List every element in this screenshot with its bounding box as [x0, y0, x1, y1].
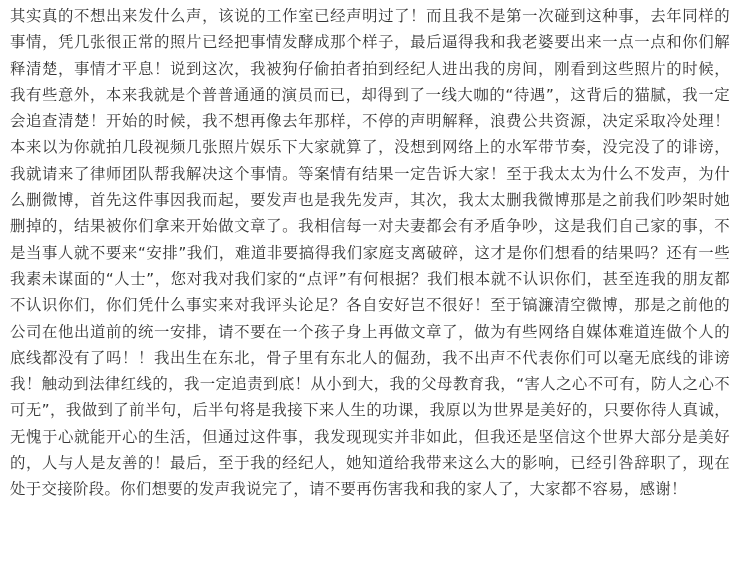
- statement-paragraph: 其实真的不想出来发什么声，该说的工作室已经声明过了！而且我不是第一次碰到这种事，去年同样的事情，凭几张很正常的照片已经把事情发酵成那个样子，最后逼得我和我老婆要出来一点一点和你们解释清楚，事情才平息！说到这次，我被狗仔偷拍者拍到经纪人进出我的房间，刚看到这些照片的时候，我有些意外，本来我就是个普普通通的演员而已，却得到了一线大咖的“待遇”，这背后的猫腻，我一定会追查清楚！开始的时候，我不想再像去年那样，不停的声明解释，浪费公共资源，决定采取冷处理！本来以为你就拍几段视频几张照片娱乐下大家就算了，没想到网络上的水军带节奏，没完没了的诽谤，我就请来了律师团队帮我解决这个事情。等案情有结果一定告诉大家！至于我太太为什么不发声，为什么删微博，首先这件事因我而起，要发声也是我先发声，其次，我太太删我微博那是之前我们吵架时她删掉的，结果被你们拿来开始做文章了。我相信每一对夫妻都会有矛盾争吵，这是我们自己家的事，不是当事人就不要来“安排”我们，难道非要搞得我们家庭支离破碎，这才是你们想看的结果吗？还有一些我素未谋面的“人士”，您对我对我们家的“点评”有何根据？我们根本就不认识你们，甚至连我的朋友都不认识你们，你们凭什么事实来对我评头论足？各自安好岂不很好！至于镐濂清空微博，那是之前他的公司在他出道前的统一安排，请不要在一个孩子身上再做文章了，做为有些网络自媒体难道连做个人的底线都没有了吗！！我出生在东北，骨子里有东北人的倔劲，我不出声不代表你们可以毫无底线的诽谤我！触动到法律红线的，我一定追责到底！从小到大，我的父母教育我，“害人之心不可有，防人之心不可无”，我做到了前半句，后半句将是我接下来人生的功课，我原以为世界是美好的，只要你待人真诚，无愧于心就能开心的生活，但通过这件事，我发现现实并非如此，但我还是坚信这个世界大部分是美好的，人与人是友善的！最后，至于我的经纪人，她知道给我带来这么大的影响，已经引咎辞职了，现在处于交接阶段。你们想要的发声我说完了，请不要再伤害我和我的家人了，大家都不容易，感谢！: [10, 7, 730, 499]
